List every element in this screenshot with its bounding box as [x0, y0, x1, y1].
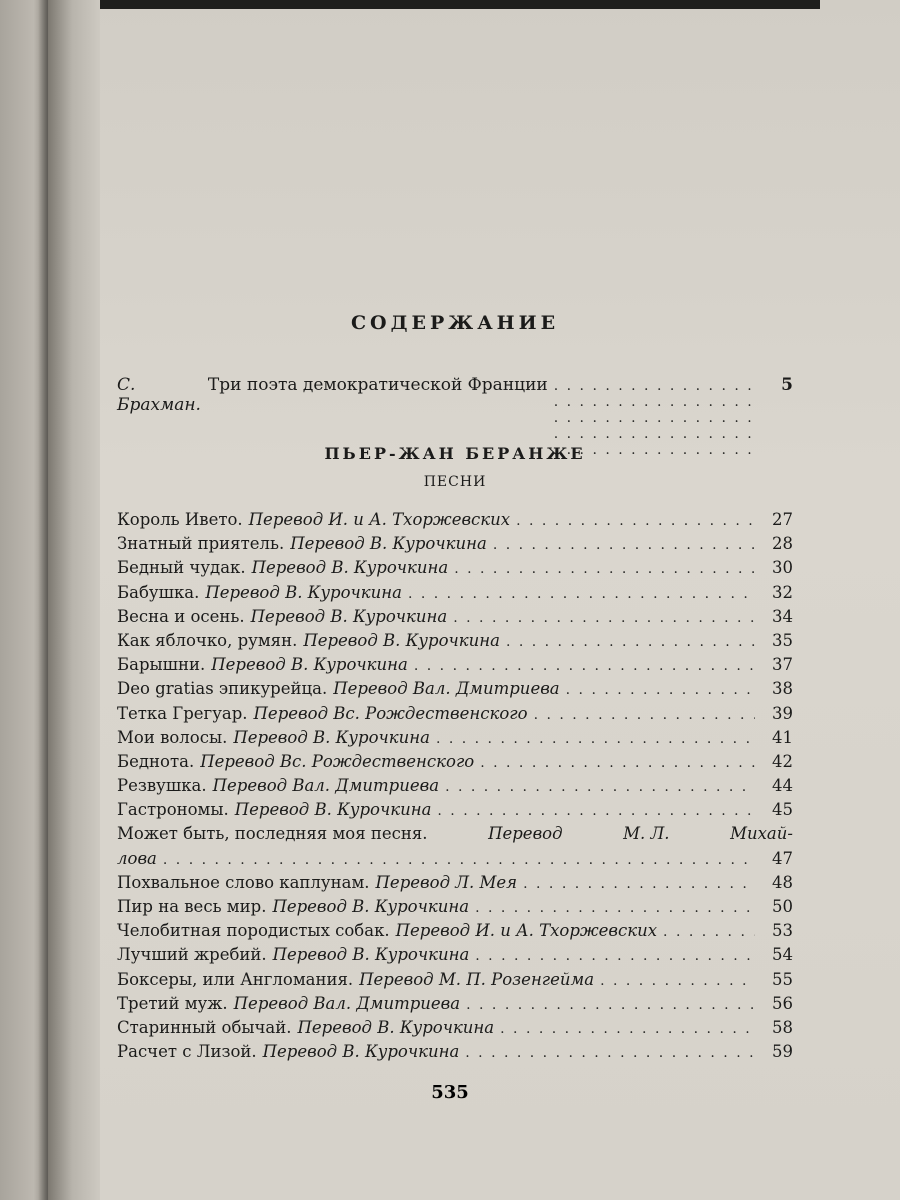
- toc-entry: [117, 556, 793, 580]
- toc-entry: [117, 726, 793, 750]
- toc-page: 55: [772, 969, 793, 989]
- leader-dots: [453, 606, 755, 630]
- toc-title: Deo gratias эпикурейца.: [117, 679, 328, 699]
- toc-translator: Перевод Вал. Дмитриева: [212, 776, 440, 796]
- leader-dots: [436, 727, 755, 751]
- toc-entry: [117, 992, 793, 1016]
- toc-entry: [117, 750, 793, 774]
- intro-title: Три поэта демократической Франции: [207, 375, 548, 395]
- toc-entry: [117, 677, 793, 701]
- toc-entry: [117, 605, 793, 629]
- toc-entry: [117, 871, 793, 895]
- leader-dots: [523, 872, 755, 896]
- toc-translator: Перевод Вал. Дмитриева: [333, 679, 560, 699]
- section-title: СОДЕРЖАНИЕ: [350, 312, 560, 334]
- toc-title: Бабушка.: [117, 582, 200, 602]
- toc-page: 45: [772, 800, 793, 820]
- toc-entry: [117, 895, 793, 919]
- toc-page: 30: [772, 558, 793, 578]
- toc-translator: Перевод В. Курочкина: [272, 945, 470, 965]
- toc-long-line1: [117, 822, 793, 846]
- toc-page: 44: [772, 776, 793, 796]
- spine-shadow: [38, 0, 48, 1200]
- toc-page: 58: [772, 1017, 793, 1037]
- top-rule: [100, 0, 820, 9]
- sub-heading: ПЕСНИ: [423, 474, 487, 490]
- leader-dots: [466, 993, 755, 1017]
- toc-entry: [117, 629, 793, 653]
- toc-page: 35: [772, 630, 793, 650]
- toc-title: Челобитная породистых собак.: [117, 921, 390, 941]
- toc-title: Весна и осень.: [117, 606, 245, 626]
- toc-page: 32: [772, 582, 793, 602]
- leader-dots: [408, 582, 755, 606]
- toc-page: 38: [772, 679, 793, 699]
- toc-title: Похвальное слово каплунам.: [117, 872, 370, 892]
- leader-dots: [500, 1017, 755, 1041]
- leader-dots: [566, 678, 755, 702]
- intro-author: С. Брахман.: [117, 375, 201, 415]
- toc-page: 41: [772, 727, 793, 747]
- leader-dots: [475, 896, 755, 920]
- page-number: 535: [431, 1082, 469, 1103]
- toc-page: 48: [772, 872, 793, 892]
- toc-title: Старинный обычай.: [117, 1017, 292, 1037]
- book-page: [100, 0, 900, 1200]
- leader-dots: [465, 1041, 755, 1065]
- toc-page: 47: [772, 848, 793, 868]
- toc-translator: Перевод В. Курочкина: [251, 558, 449, 578]
- toc-title: Резвушка.: [117, 776, 207, 796]
- leader-dots: [475, 944, 755, 968]
- leader-dots: [534, 703, 755, 727]
- toc-translator: Перевод В. Курочкина: [290, 534, 487, 554]
- toc-translator: Перевод В. Курочкина: [303, 630, 500, 650]
- toc-translator: Перевод В. Курочкина: [205, 582, 402, 602]
- toc-title: Боксеры, или Англомания.: [117, 969, 354, 989]
- author-heading: ПЬЕР-ЖАН БЕРАНЖЕ: [324, 444, 586, 463]
- toc-entry: [117, 581, 793, 605]
- toc-page: 42: [772, 751, 793, 771]
- toc-translator: Перевод Вс. Рождественского: [200, 751, 475, 771]
- toc-title: Гастрономы.: [117, 800, 229, 820]
- toc-translator: Перевод В. Курочкина: [250, 606, 448, 626]
- leader-dots: [414, 654, 755, 678]
- toc-entry: [117, 943, 793, 967]
- toc-translator: Перевод В. Курочкина: [211, 655, 408, 675]
- toc-page: 39: [772, 703, 793, 723]
- toc-title: Барышни.: [117, 655, 206, 675]
- toc-entry: [117, 1016, 793, 1040]
- toc-translator-cont: лова: [117, 848, 157, 868]
- book-gutter: [48, 0, 102, 1200]
- toc-page: 59: [772, 1042, 793, 1062]
- toc-title: Беднота.: [117, 751, 195, 771]
- toc-translator: Перевод В. Курочкина: [262, 1042, 460, 1062]
- toc-title: Мои волосы.: [117, 727, 228, 747]
- toc-entry: [117, 1040, 793, 1064]
- toc-page: 34: [772, 606, 793, 626]
- leader-dots: [506, 630, 755, 654]
- toc-entry: [117, 653, 793, 677]
- toc-title: Пир на весь мир.: [117, 897, 267, 917]
- toc-title: Третий муж.: [117, 993, 228, 1013]
- toc-translator-part: Перевод: [488, 824, 563, 844]
- toc-entry: [117, 508, 793, 532]
- toc-title: Тетка Грегуар.: [117, 703, 248, 723]
- toc-translator: Перевод М. П. Розенгейма: [359, 969, 595, 989]
- toc-entry: [117, 532, 793, 556]
- toc-page: 53: [772, 921, 793, 941]
- toc-translator: Перевод Л. Мея: [375, 872, 518, 892]
- toc-title: Как яблочко, румян.: [117, 630, 298, 650]
- toc-entry: [117, 702, 793, 726]
- toc-translator: Перевод В. Курочкина: [234, 800, 432, 820]
- toc-entry: [117, 774, 793, 798]
- toc-translator: Перевод В. Курочкина: [272, 897, 470, 917]
- leader-dots: [493, 533, 755, 557]
- toc-entry-long: [117, 822, 793, 870]
- toc-title: Расчет с Лизой.: [117, 1042, 257, 1062]
- toc-translator: Перевод И. и А. Тхоржевских: [395, 921, 658, 941]
- toc-translator: Перевод Вс. Рождественского: [253, 703, 528, 723]
- toc-title: Может быть, последняя моя песня.: [117, 824, 428, 844]
- toc-list: [117, 508, 793, 1064]
- toc-entry: [117, 798, 793, 822]
- toc-translator: Перевод И. и А. Тхоржевских: [248, 510, 511, 529]
- toc-page: 27: [772, 510, 793, 529]
- leader-dots: [454, 557, 755, 581]
- toc-page: 50: [772, 897, 793, 917]
- adjacent-page-edge: [0, 0, 48, 1200]
- toc-translator: Перевод Вал. Дмитриева: [233, 993, 461, 1013]
- toc-page: 28: [772, 534, 793, 554]
- toc-title: Лучший жребий.: [117, 945, 267, 965]
- toc-entry: [117, 968, 793, 992]
- leader-dots: [516, 509, 755, 533]
- toc-page: 54: [772, 945, 793, 965]
- toc-title: Знатный приятель.: [117, 534, 285, 554]
- toc-translator: Перевод В. Курочкина: [233, 727, 430, 747]
- toc-entry: [117, 919, 793, 943]
- toc-page: 37: [772, 655, 793, 675]
- toc-title: Король Ивето.: [117, 510, 243, 529]
- leader-dots: [163, 848, 755, 872]
- leader-dots: [437, 799, 755, 823]
- leader-dots: [600, 969, 755, 993]
- leader-dots: [480, 751, 755, 775]
- intro-page: 5: [781, 375, 793, 395]
- toc-translator-part: М. Л.: [623, 824, 670, 844]
- toc-title: Бедный чудак.: [117, 558, 246, 578]
- toc-translator-part: Михай-: [730, 824, 793, 844]
- toc-translator: Перевод В. Курочкина: [297, 1017, 495, 1037]
- toc-page: 56: [772, 993, 793, 1013]
- leader-dots: [663, 920, 755, 944]
- leader-dots: [445, 775, 755, 799]
